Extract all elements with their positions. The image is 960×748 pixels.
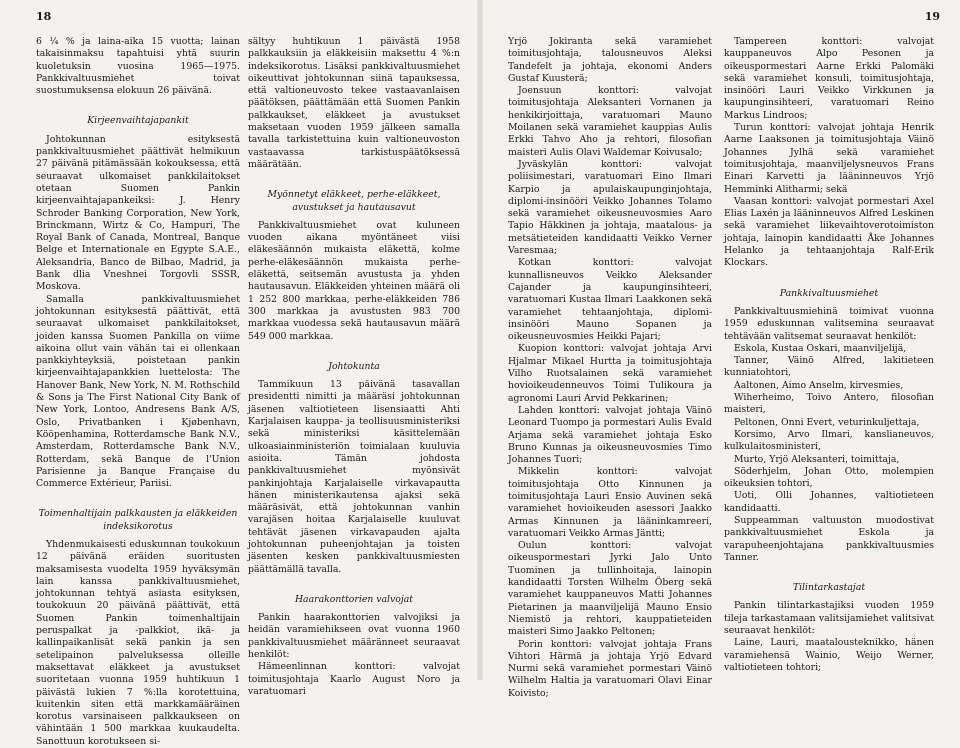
list-item: Laine, Lauri, maatalousteknikko, hänen varamiehensä Wainio, Weijo Werner, valtiotieteen tohtori; (724, 637, 934, 673)
page-number: 18 (36, 10, 52, 23)
paragraph: Lahden konttori: valvojat johtaja Väinö Leonard Tuompo ja pormestari Aulis Evald Arjama sekä varamiehet johtaja Esko Bruno Kunnas ja oikeusneuvosmies Timo Johannes Tuori; (508, 404, 712, 466)
section-heading: Myönnetyt eläkkeet, perhe-eläkkeet, avustukset ja hautausavut (267, 189, 441, 213)
paragraph: Suppeamman valtuuston muodostivat pankkivaltuusmiehet Eskola ja varapuheenjohtajana pankkivaltuusmies Tanner. (724, 514, 934, 563)
paragraph: Johtokunnan esityksestä pankkivaltuusmiehet päättivät helmikuun 27 päivänä pitämässään kokouksessa, että seuraavat ulkomaiset pankkilaitokset otetaan Suomen Pankin kirjeenvaihtajapankeiksi: J. Henry Schroder Banking Corporation, New York, Brinckmann, Wirtz & Co, Hampuri, The Royal Bank of Canada, Montreal, Banque Belge et Internationale en Egypte S.A.E., Aleksandria, Banco de Bilbao, Madrid, ja Bank dlia Vneshnei Torgovli SSSR, Moskova. (36, 133, 240, 293)
paragraph: Samalla pankkivaltuusmiehet johtokunnan esityksestä päättivät, että seuraavat ulkomaiset pankkilaitokset, joiden kanssa Suomen Pankilla on viime aikoina ollut vain vähän tai ei ollenkaan pankkiyhteyksiä, poistetaan pankin kirjeenvaihtajapankkien luettelosta: The Hanover Bank, New York, N. M. Rothschild & Sons ja The First National City Bank of New York, Lontoo, Andresens Bank A/S, Oslo, Privatbanken i Kjøbenhavn, Kööpenhamina, Rotterdamsche Bank N.V., Amsterdam, Rotterdamsche Bank N.V., Rotterdam, sekä Banque de l'Union Parisienne ja Banque Française du Commerce Extérieur, Pariisi. (36, 293, 240, 490)
list-item: Wiherheimo, Toivo Antero, filosofian maisteri, (724, 392, 934, 416)
paragraph: sältyy huhtikuun 1 päivästä 1958 palkkauksiin ja eläkkeisiin maksettu 4 %:n indeksikorotus. Lisäksi pankkivaltuusmiehet oikeuttivat johtokunnan siinä tapauksessa, että valtioneuvosto tekee vastaavanlaisen päätöksen, päättämään että Suomen Pankin palkkaukset, eläkkeet ja avustukset maksetaan vuoden 1959 jälkeen samalla tavalla tarkistettuina kuin valtioneuvoston vastaavassa tarkistuspäätöksessä määrätään. (248, 36, 460, 170)
paragraph: Mikkelin konttori: valvojat toimitusjohtaja Otto Kinnunen ja toimitusjohtaja Lauri Ensio Auvinen sekä varamiehet hovioikeuden asessori Jaakko Armas Kinnunen ja lääninkamreeri, varatuomari Veikko Armas Jäntti; (508, 466, 712, 539)
paragraph: Vaasan konttori: valvojat pormestari Axel Elias Laxén ja lääninneuvos Alfred Leskinen sekä varamiehet liikevaihtoverotoimiston johtaja, lainopin kandidaatti Åke Johannes Helanko ja tehtaanjohtaja Ralf-Erik Klockars. (724, 195, 934, 269)
section-heading: Toimenhaltijain palkkausten ja eläkkeiden indeksikorotus (38, 508, 238, 532)
paragraph: Tammikuun 13 päivänä tasavallan presidentti nimitti ja määräsi johtokunnan jäsenen valtiotieteen lisensiaatti Ahti Karjalaisen kauppa- ja teollisuusministeriksi sekä ministeriksi käsittelemään ulkoasiainministeriön toimialaan kuuluvia asioita. Tämän johdosta pankkivaltuusmiehet myönsivät pankinjohtaja Karjalaiselle virkavapautta hänen ministerikautensa ajaksi sekä määräsivät, että johtokunnan vanhin varajäsen hoitaa Karjalaiselle kuuluvat tehtävät jäsenen virkavapauden ajalta johtokunnan puheenjohtajan ja toisten jäsenten kesken pankkivaltuusmiesten päättämällä tavalla. (248, 379, 460, 575)
list-item: Eskola, Kustaa Oskari, maanviljelijä, (734, 342, 907, 354)
list-item: Aaltonen, Aimo Anselm, kirvesmies, (734, 379, 904, 391)
paragraph: Yhdenmukaisesti eduskunnan toukokuun 12 päivänä eräiden suoritusten maksamisesta vuodelta 1959 hyväksymän lain kanssa pankkivaltuusmiehet, johtokunnan tehtyä asiasta esityksen, toukokuun 20 päivänä päättivät, että Suomen Pankin toimenhaltijain peruspalkat ja -palkkiot, ikä- ja kallinpaikanlisät sekä pankin ja sen setelipainon palveluksessa olleille maksettavat eläkkeet ja avustukset suoritetaan vuonna 1959 huhtikuun 1 päivästä lukien 7 %:lla korotettuina, kuitenkin siten että markkamääräinen korotus varsinaiseen palkkaukseen on vähintään 1 500 markkaa kuukaudelta. Sanottuun korotukseen si- (36, 538, 240, 747)
list-item: Tanner, Väinö Alfred, lakitieteen kunniatohtori, (724, 355, 934, 379)
list-item: Korsimo, Arvo Ilmari, kanslianeuvos, kulkulaitosministeri, (724, 428, 934, 453)
right-column-2 (724, 36, 934, 674)
section-heading: Haarakonttorien valvojat (294, 593, 414, 605)
paragraph: Pankkivaltuusmiehet ovat kuluneen vuoden aikana myöntäneet viisi eläkesäännön mukaista eläkettä, kolme perhe-eläkesäännön mukaista perhe-eläkettä, seitsemän avustusta ja yhden hautausavun. Eläkkeiden yhteinen määrä oli 1 252 800 markkaa, perhe-eläkkeiden 786 300 markkaa ja avustusten 983 700 markkaa vuodessa sekä hautausavun määrä 549 000 markkaa. (248, 219, 460, 342)
paragraph: Tampereen konttori: valvojat kauppaneuvos Alpo Pesonen ja oikeuspormestari Aarne Erkki Palomäki sekä varamiehet konsuli, toimitusjohtaja, insinööri Lauri Veikko Virkkunen ja kaupunginsihteeri, varatuomari Reino Markus Lindroos; (724, 36, 934, 121)
left-column-1 (36, 36, 240, 748)
paragraph: Kotkan konttori: valvojat kunnallisneuvos Veikko Aleksander Cajander ja kaupunginsihteeri, varatuomari Kustaa Ilmari Laakkonen sekä varamiehet tehtaanjohtaja, diplomi-insinööri Mauno Sopanen ja oikeusneuvosmies Heikki Pajari; (508, 257, 712, 343)
section-heading: Kirjeenvaihtajapankit (87, 115, 189, 127)
paragraph: Pankin haarakonttorien valvojiksi ja heidän varamiehikseen ovat vuonna 1960 pankkivaltuusmiehet määränneet seuraavat henkilöt: (248, 612, 460, 661)
section-heading: Johtokunta (328, 360, 380, 372)
section-heading: Tilintarkastajat (792, 582, 866, 594)
page-number: 19 (924, 10, 940, 23)
paragraph: Kuopion konttori: valvojat johtaja Arvi Hjalmar Mikael Hurtta ja toimitusjohtaja Vilho Ruotsalainen sekä varamiehet hovioikeudenneuvos Toimi Tulikoura ja agronomi Lauri Arvid Pekkarinen; (508, 343, 712, 404)
left-page (0, 0, 480, 747)
list-item: Söderhjelm, Johan Otto, molempien oikeuksien tohtori, (724, 465, 934, 490)
right-column-1 (508, 36, 712, 700)
paragraph: 6 ¼ % ja laina-aika 15 vuotta; lainan takaisinmaksu tapahtuisi yhtä suurin kuoletuksin vuosina 1965—1975. Pankkivaltuusmiehet toivat suostumuksensa elokuun 26 päivänä. (36, 36, 240, 97)
paragraph: Oulun konttori: valvojat oikeuspormestari Jyrki Jalo Unto Tuominen ja tullinhoitaja, lainopin kandidaatti Torsten Wilhelm Öberg sekä varamiehet kauppaneuvos Matti Johannes Pietarinen ja maanviljelijä Mauno Ensio Niemistö ja rehtori, kauppatieteiden maisteri Simo Jaakko Peltonen; (508, 540, 712, 638)
paragraph: Jyväskylän konttori: valvojat poliisimestari, varatuomari Eino Ilmari Karpio ja apulaiskaupunginjohtaja, diplomi-insinööri Veikko Johannes Tolamo sekä varamiehet oikeusneuvosmies Aaro Tapio Häkkinen ja johtaja, maatalous- ja metsätieteiden kandidaatti Veikko Verner Varesmaa; (508, 158, 712, 257)
paragraph: Yrjö Jokiranta sekä varamiehet toimitusjohtaja, talousneuvos Aleksi Tandefelt ja johtaja, ekonomi Anders Gustaf Kuusterä; (508, 36, 712, 84)
paragraph: Turun konttori: valvojat johtaja Henrik Aarne Laaksonen ja toimitusjohtaja Väinö Johannes Jylhä sekä varamiehet toimitusjohtaja, maanviljelysneuvos Frans Einari Karvetti ja lääninneuvos Yrjö Hemminki Alitharmi; sekä (724, 122, 934, 195)
paragraph: Pankin tilintarkastajiksi vuoden 1959 tileja tarkastamaan valitsijamiehet valitsivat seuraavat henkilöt: (724, 600, 934, 637)
section-heading: Pankkivaltuusmiehet (779, 287, 879, 299)
left-column-2 (248, 36, 460, 698)
paragraph: Pankkivaltuusmiehinä toimivat vuonna 1959 eduskunnan valitsemina seuraavat tehtävään valitsemat seuraavat henkilöt: (724, 305, 934, 342)
list-item: Peltonen, Onni Evert, veturinkuljettaja, (734, 416, 920, 428)
paragraph: Joensuun konttori: valvojat toimitusjohtaja Aleksanteri Vornanen ja henkikirjoittaja, varatuomari Mauno Moilanen sekä varamiehet kauppias Aulis Erkki Tahvo Aho ja rehtori, filosofian maisteri Aulis Olavi Waldemar Koivusalo; (508, 85, 712, 158)
paragraph: Porin konttori: valvojat johtaja Frans Vihtori Härmä ja johtaja Yrjö Edvard Nurmi sekä varamiehet pormestari Väinö Wilhelm Haltia ja varatuomari Olavi Einar Koivisto; (508, 638, 712, 699)
right-page (480, 0, 960, 699)
list-item: Uoti, Olli Johannes, valtiotieteen kandidaatti. (724, 490, 934, 514)
list-item: Murto, Yrjö Aleksanteri, toimittaja, (734, 453, 900, 465)
paragraph: Hämeenlinnan konttori: valvojat toimitusjohtaja Kaarlo August Noro ja varatuomari (248, 661, 460, 697)
